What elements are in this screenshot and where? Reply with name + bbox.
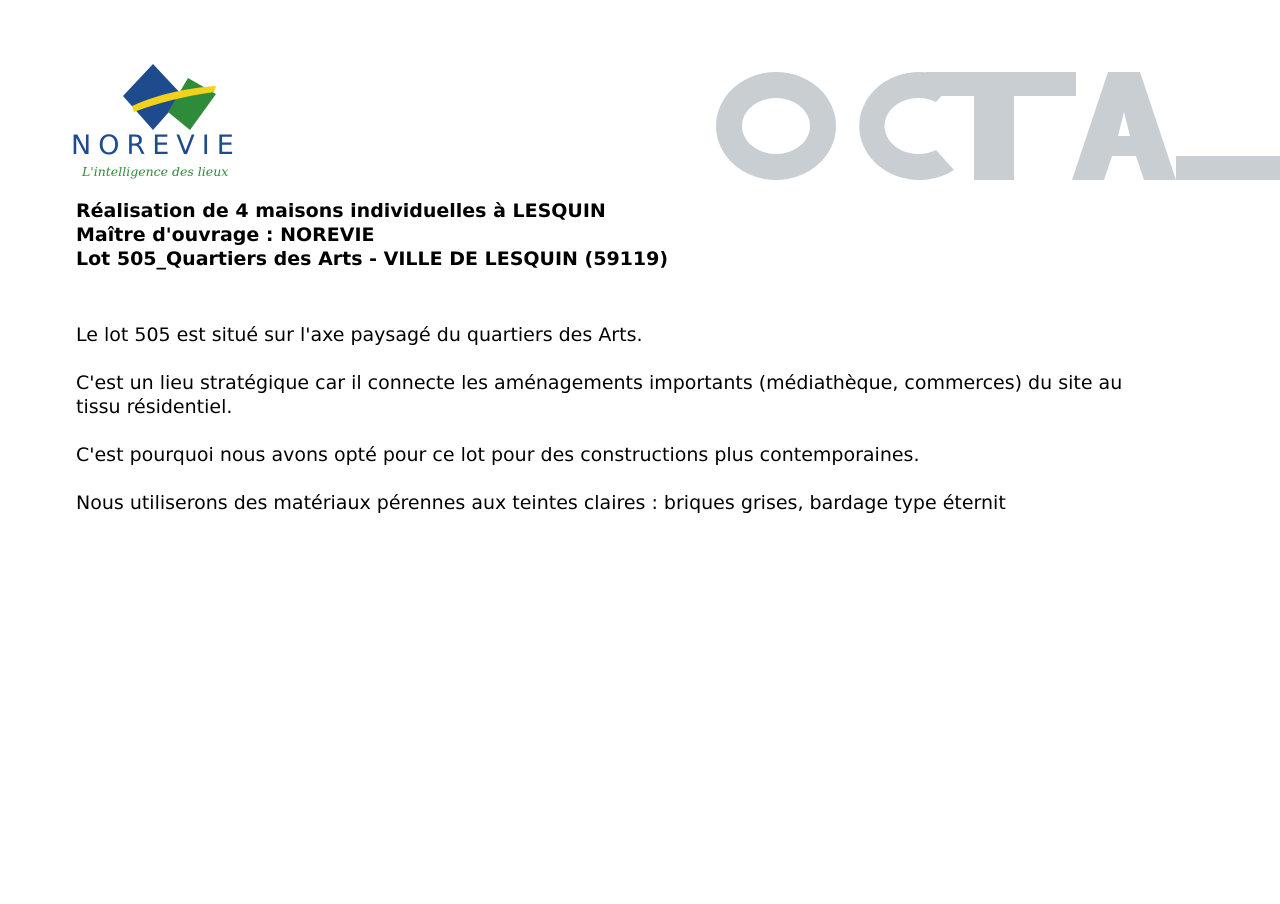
paragraph-strategy: C'est un lieu stratégique car il connecte les aménagements importants (médiathèque, commerces) du site au tissu résidentiel. (76, 372, 1123, 418)
norevie-wordmark: NOREVIE (71, 130, 241, 161)
paragraph-materials: Nous utiliserons des matériaux pérennes aux teintes claires : briques grises, bardage type éternit (76, 492, 1006, 514)
project-description (76, 323, 1156, 539)
project-owner: Maître d'ouvrage : NOREVIE (76, 224, 375, 246)
project-header (76, 199, 668, 271)
octa-wordmark-icon (714, 72, 1280, 180)
paragraph-location: Le lot 505 est situé sur l'axe paysagé du quartiers des Arts. (76, 324, 643, 346)
norevie-tagline: L'intelligence des lieux (82, 164, 229, 179)
norevie-diamond-icon (118, 64, 218, 134)
octa-logo (714, 72, 1280, 180)
paragraph-choice: C'est pourquoi nous avons opté pour ce lot pour des constructions plus contemporaines. (76, 444, 920, 466)
norevie-logo (70, 64, 265, 184)
project-title: Réalisation de 4 maisons individuelles à LESQUIN (76, 200, 606, 222)
project-location: Lot 505_Quartiers des Arts - VILLE DE LESQUIN (59119) (76, 248, 669, 270)
